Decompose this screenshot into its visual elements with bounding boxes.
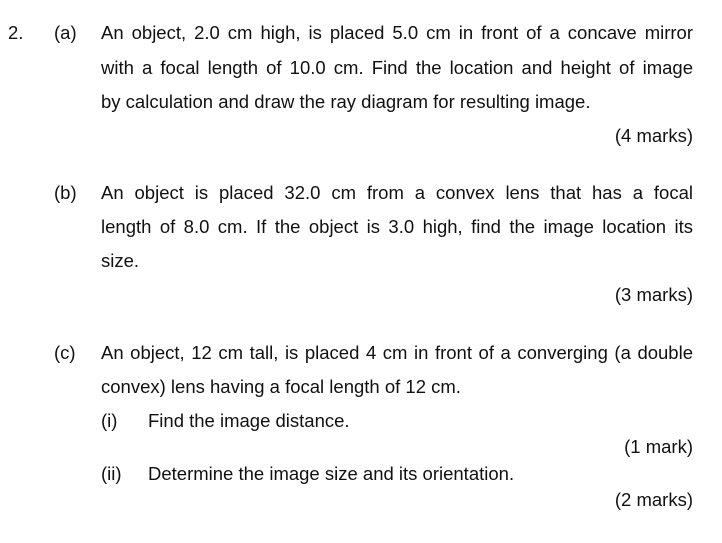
part-b-line-2: length of 8.0 cm. If the object is 3.0 high, find the image location its [101, 216, 693, 237]
part-b-label: (b) [54, 182, 77, 203]
question-number: 2. [8, 22, 24, 43]
part-c-ii-text: Determine the image size and its orientation. [148, 463, 515, 484]
part-c-i-marks: (1 mark) [624, 436, 693, 457]
part-c-line-2: convex) lens having a focal length of 12 cm. [101, 376, 461, 397]
part-c-i-label: (i) [101, 410, 118, 431]
part-a-line-3: by calculation and draw the ray diagram for resulting image. [101, 91, 591, 112]
part-c-line-1: An object, 12 cm tall, is placed 4 cm in front of a converging (a double [101, 342, 693, 363]
part-c-i-text: Find the image distance. [148, 410, 350, 431]
part-a-line-1: An object, 2.0 cm high, is placed 5.0 cm in front of a concave mirror [101, 22, 693, 43]
part-a-marks: (4 marks) [614, 125, 693, 146]
part-c-label: (c) [54, 342, 76, 363]
part-b-line-3: size. [101, 250, 140, 271]
part-b-line-1: An object is placed 32.0 cm from a convex lens that has a focal [101, 182, 693, 203]
part-c-ii-label: (ii) [101, 463, 122, 484]
part-b-marks: (3 marks) [614, 284, 693, 305]
part-c-ii-marks: (2 marks) [614, 489, 693, 510]
part-a-label: (a) [54, 22, 77, 43]
part-a-line-2: with a focal length of 10.0 cm. Find the location and height of image [101, 57, 693, 78]
